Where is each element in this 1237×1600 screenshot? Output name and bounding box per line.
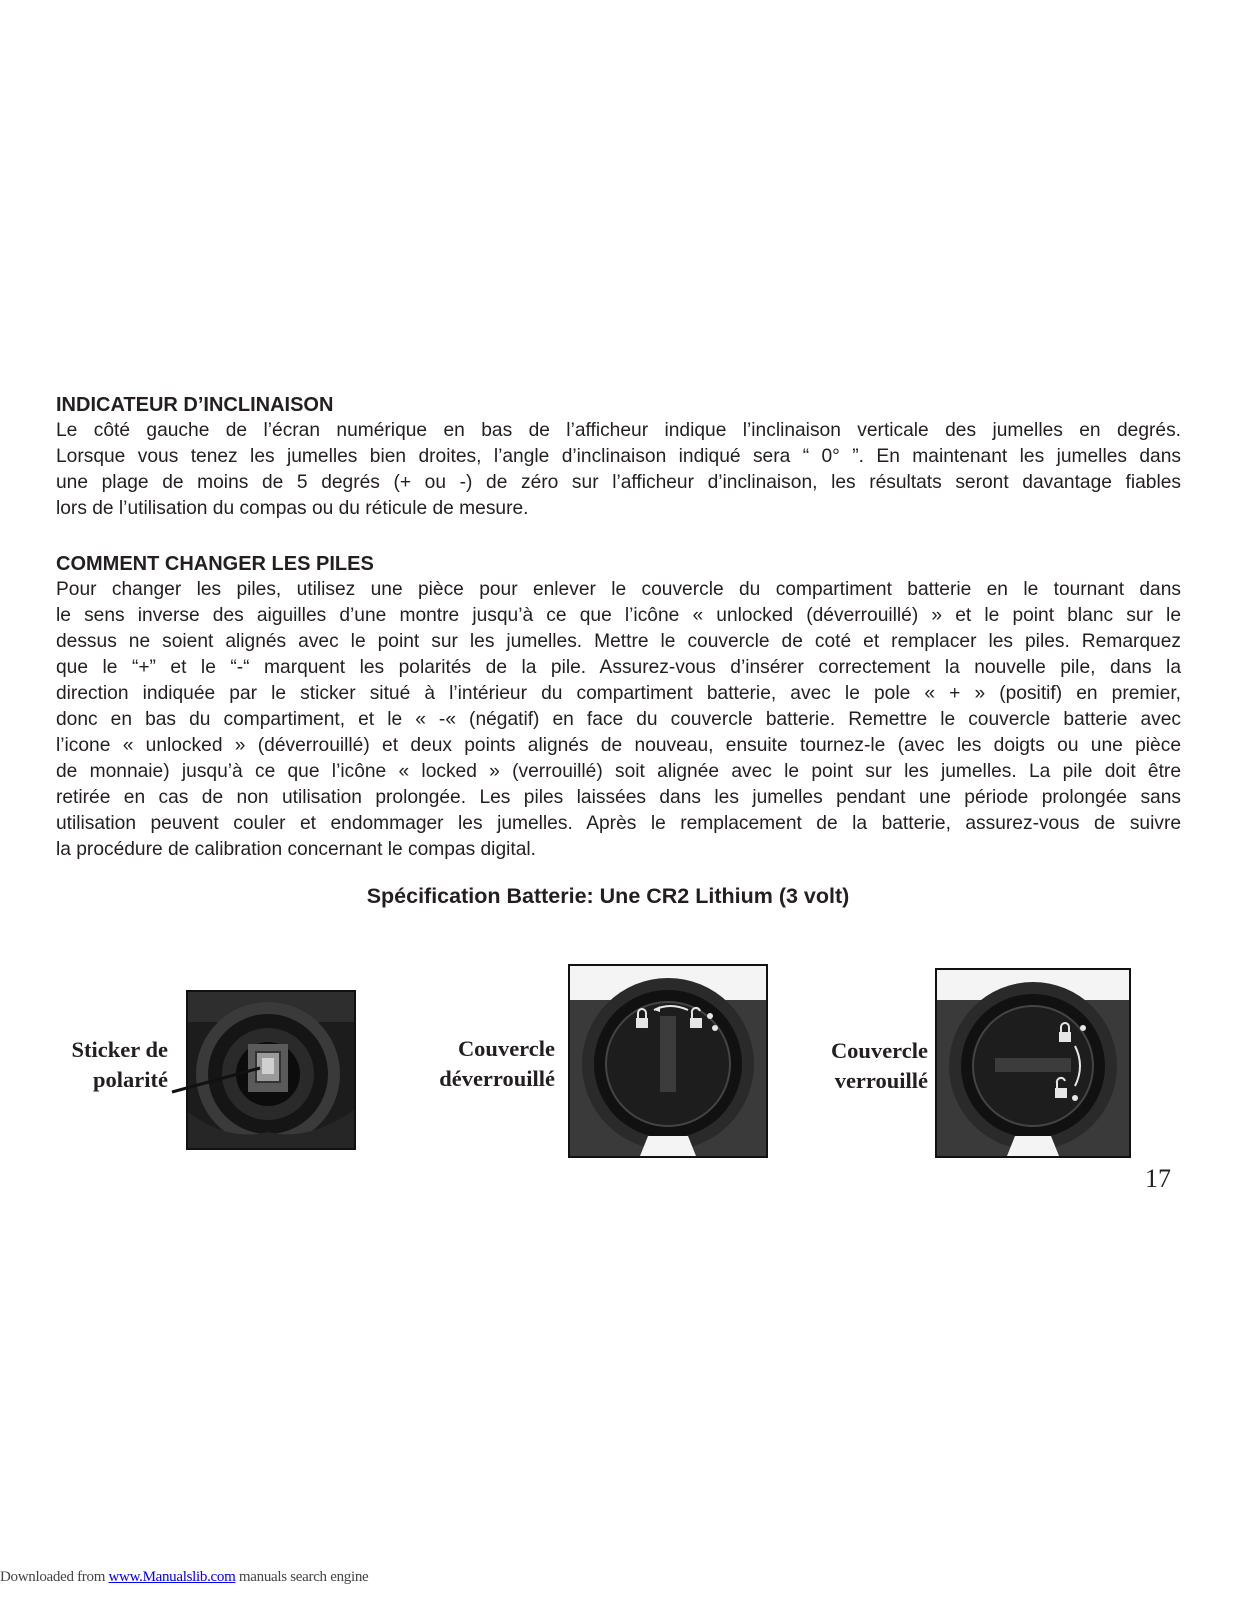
caption-line: Couvercle (830, 1038, 928, 1063)
caption-line: Couvercle (457, 1036, 555, 1061)
caption-line: verrouillé (834, 1068, 928, 1093)
body-line: le sens inverse des aiguilles d’une montre jusqu’à ce que l’icône « unlocked (déverrouillé) » et le point blanc sur le (56, 605, 1181, 626)
body-line: donc en bas du compartiment, et le « -« (négatif) en face du couvercle batterie. Remettre le couvercle batterie avec (56, 709, 1181, 730)
body-line: dessus ne soient alignés avec le point sur les jumelles. Mettre le couvercle de coté et remplacer les piles. Remarquez (56, 631, 1181, 652)
section-body (56, 577, 1181, 863)
body-line: la procédure de calibration concernant le compas digital. (56, 839, 536, 860)
battery-spec: Spécification Batterie: Une CR2 Lithium (3 volt) (366, 884, 850, 908)
body-line: Pour changer les piles, utilisez une pièce pour enlever le couvercle du compartiment batterie en le tournant dans (56, 579, 1181, 600)
body-line: lors de l’utilisation du compas ou du réticule de mesure. (56, 498, 529, 519)
body-line: l’icone « unlocked » (déverrouillé) et deux points alignés de nouveau, ensuite tournez-le (avec les doigts ou une pièce (56, 735, 1181, 756)
section-body (56, 418, 1181, 522)
body-line: que le “+” et le “-“ marquent les polarités de la pile. Assurez-vous d’insérer correctement la nouvelle pile, dans la (56, 657, 1181, 678)
body-line: Lorsque vous tenez les jumelles bien droites, l’angle d’inclinaison indiqué sera “ 0° ”. En maintenant les jumelles dans (56, 446, 1181, 467)
footer-link[interactable]: www.Manualslib.com (108, 1569, 236, 1585)
figure-caption-locked (790, 1036, 928, 1096)
page-number: 17 (1145, 1164, 1171, 1193)
caption-line: polarité (93, 1067, 168, 1092)
body-line: une plage de moins de 5 degrés (+ ou -) de zéro sur l’afficheur d’inclinaison, les résultats seront davantage fiables (56, 472, 1181, 493)
pointer-line (170, 1060, 270, 1100)
body-line: direction indiquée par le sticker situé à l’intérieur du compartiment batterie, avec le pole « + » (positif) en premier, (56, 683, 1181, 704)
body-line: Le côté gauche de l’écran numérique en bas de l’afficheur indique l’inclinaison verticale des jumelles en degrés. (56, 420, 1181, 441)
figure-caption-polarity (40, 1035, 168, 1095)
body-line: de monnaie) jusqu’à ce que l’icône « locked » (verrouillé) soit alignée avec le point sur les jumelles. La pile doit être (56, 761, 1181, 782)
footer-suffix: manuals search engine (235, 1569, 369, 1585)
body-line: retirée en cas de non utilisation prolongée. Les piles laissées dans les jumelles pendant une période prolongée sans (56, 787, 1181, 808)
battery-cover-unlocked-image (570, 966, 766, 1156)
caption-line: Sticker de (71, 1037, 168, 1062)
locked-cover-photo (935, 968, 1131, 1158)
footer-prefix: Downloaded from (0, 1569, 109, 1585)
section-change-batteries (56, 551, 1181, 863)
section-tilt-indicator (56, 392, 1181, 522)
figure-caption-unlocked (415, 1034, 555, 1094)
unlocked-cover-photo (568, 964, 768, 1158)
caption-line: déverrouillé (439, 1066, 555, 1091)
section-heading: COMMENT CHANGER LES PILES (56, 553, 374, 575)
battery-cover-locked-image (937, 970, 1129, 1156)
section-heading: INDICATEUR D’INCLINAISON (56, 394, 334, 416)
footer (0, 1569, 368, 1586)
body-line: utilisation peuvent couler et endommager les jumelles. Après le remplacement de la batterie, assurez-vous de suivre (56, 813, 1181, 834)
